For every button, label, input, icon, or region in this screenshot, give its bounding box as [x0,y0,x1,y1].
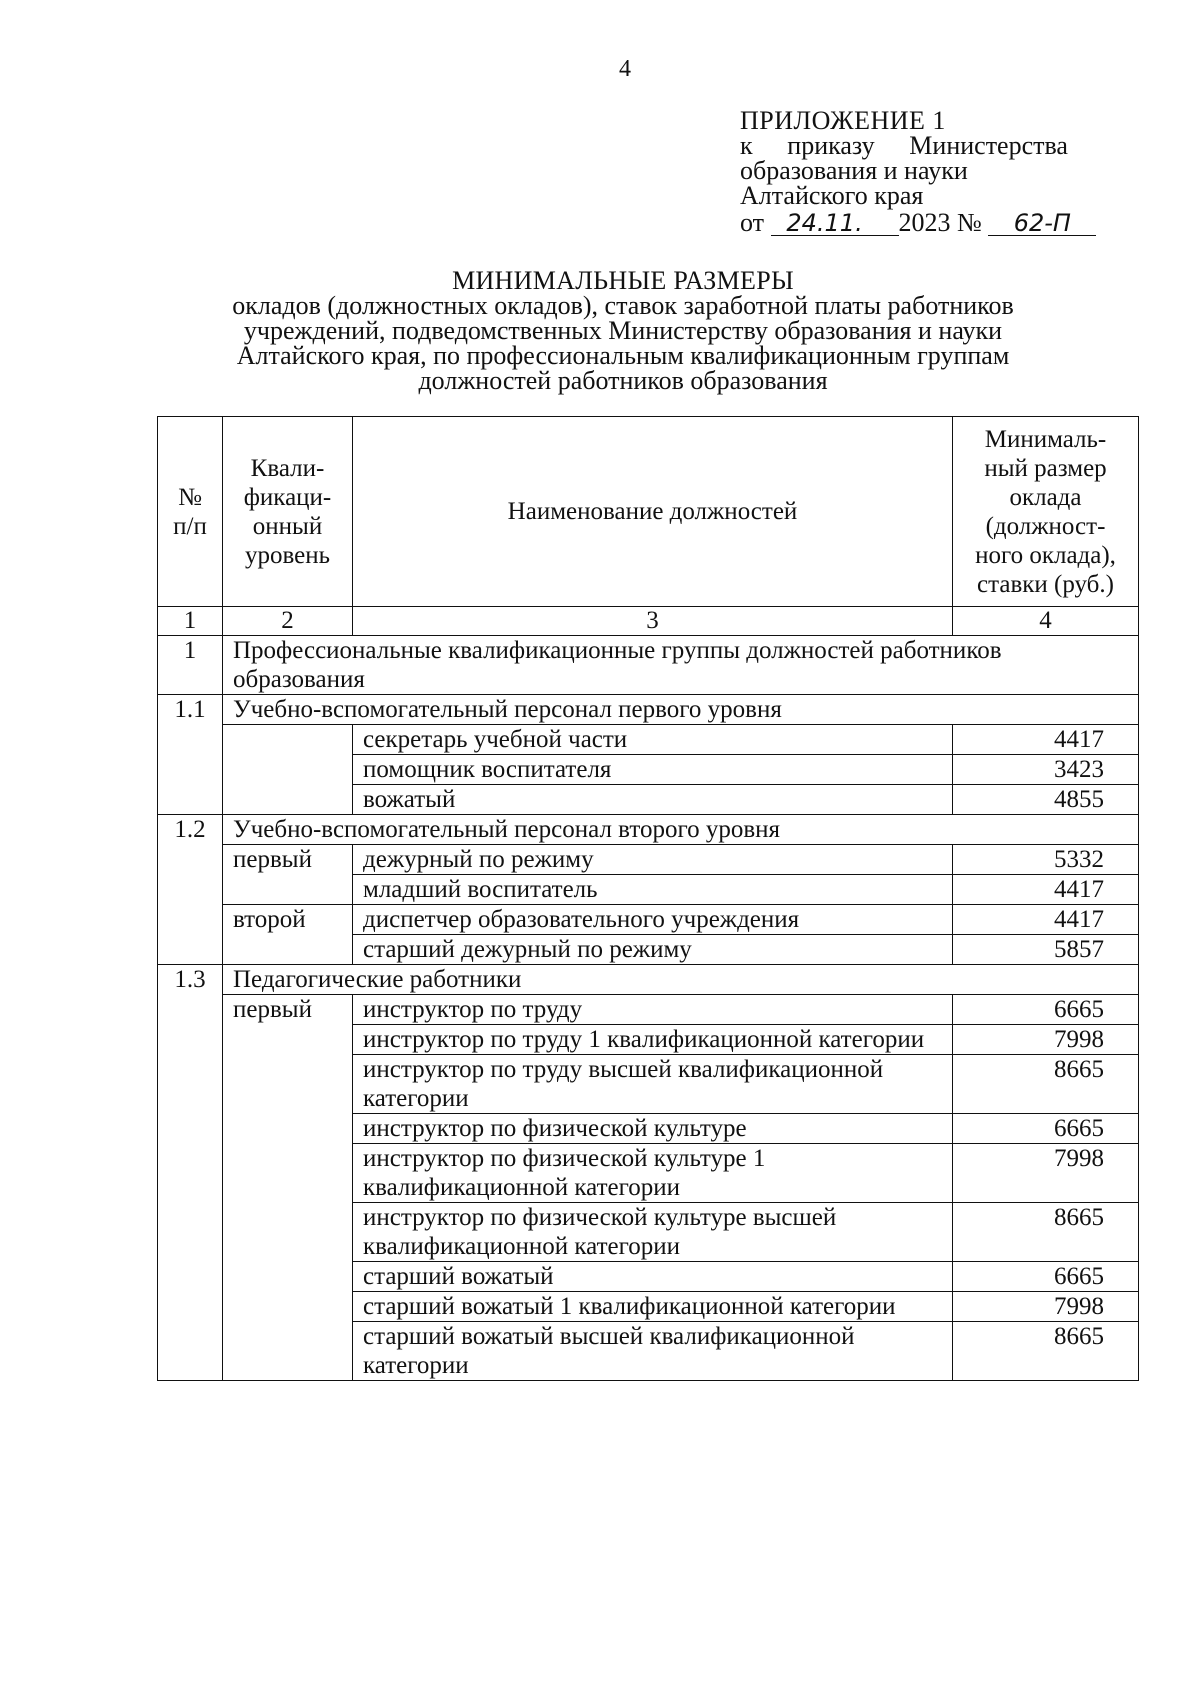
index-cell: 1 [158,607,223,636]
appendix-title: ПРИЛОЖЕНИЕ 1 [740,106,946,135]
index-cell: 4 [953,607,1139,636]
appendix-line-3: Алтайского края [740,181,924,210]
section-row [158,636,1139,695]
position-name: инструктор по труду высшей квалификационной категории [353,1055,953,1114]
salary-value: 6665 [953,1262,1139,1292]
appendix-to-order [740,133,1068,158]
table-row [158,875,1139,905]
title-line-3: Алтайского края, по профессиональным квалификационным группам [236,341,1010,370]
table-row [158,1292,1139,1322]
subsection-title: Учебно-вспомогательный персонал первого уровня [223,695,1139,725]
table-row [158,1144,1139,1203]
qualification-level: первый [223,845,353,875]
position-name: инструктор по физической культуре высшей квалификационной категории [353,1203,953,1262]
appendix-ministry-word: Министерства [909,131,1068,160]
appendix-order-word: приказу [787,131,875,160]
handwritten-order-number: 62-П [988,211,1096,236]
index-cell: 2 [223,607,353,636]
qualification-level: второй [223,905,353,935]
salary-value: 4417 [953,905,1139,935]
position-name: инструктор по труду 1 квалификационной категории [353,1025,953,1055]
qualification-level: первый [223,995,353,1025]
position-name: секретарь учебной части [353,725,953,755]
table-row [158,1203,1139,1262]
position-name: старший вожатый 1 квалификационной категории [353,1292,953,1322]
salary-value: 6665 [953,1114,1139,1144]
appendix-block [740,108,1096,236]
table-row [158,995,1139,1025]
salary-value: 5332 [953,845,1139,875]
subsection-row [158,815,1139,845]
appendix-to-word: к [740,131,753,160]
document-title [150,268,1096,393]
table-row [158,1322,1139,1381]
salary-table [157,416,1139,1381]
title-line-4: должностей работников образования [418,366,828,395]
subsection-title: Учебно-вспомогательный персонал второго уровня [223,815,1139,845]
handwritten-date: 24.11. [771,211,899,236]
table-row [158,935,1139,965]
salary-value: 8665 [953,1203,1139,1262]
position-name: диспетчер образовательного учреждения [353,905,953,935]
salary-value: 3423 [953,755,1139,785]
subsection-number: 1.2 [158,815,223,845]
position-name: инструктор по физической культуре 1 квалификационной категории [353,1144,953,1203]
salary-value: 5857 [953,935,1139,965]
salary-value: 4417 [953,875,1139,905]
salary-value: 8665 [953,1322,1139,1381]
subsection-number: 1.3 [158,965,223,995]
salary-value: 7998 [953,1144,1139,1203]
salary-value: 4855 [953,785,1139,815]
position-name: старший дежурный по режиму [353,935,953,965]
number-sign: № [957,208,982,237]
header-position: Наименование должностей [353,417,953,607]
salary-value: 6665 [953,995,1139,1025]
table-row [158,905,1139,935]
position-name: старший вожатый [353,1262,953,1292]
title-main: МИНИМАЛЬНЫЕ РАЗМЕРЫ [452,266,794,295]
position-name: помощник воспитателя [353,755,953,785]
position-name: дежурный по режиму [353,845,953,875]
salary-value: 4417 [953,725,1139,755]
column-index-row [158,607,1139,636]
appendix-line-2: образования и науки [740,156,968,185]
table-row [158,785,1139,815]
order-year: 2023 [898,208,951,237]
section-title: Профессиональные квалификационные группы должностей работников образования [223,636,1139,695]
subsection-number: 1.1 [158,695,223,725]
page-number: 4 [619,56,631,82]
title-line-1: окладов (должностных окладов), ставок заработной платы работников [232,291,1014,320]
table-header-row [158,417,1139,607]
section-number: 1 [158,636,223,695]
table-row [158,1025,1139,1055]
header-level: Квали-фикаци-онный уровень [223,417,353,607]
position-name: вожатый [353,785,953,815]
salary-value: 7998 [953,1025,1139,1055]
header-number: № п/п [158,417,223,607]
position-name: инструктор по труду [353,995,953,1025]
table-row [158,1114,1139,1144]
table-row [158,1262,1139,1292]
subsection-row [158,965,1139,995]
header-min-salary: Минималь-ный размер оклада (должност-ного оклада), ставки (руб.) [953,417,1139,607]
position-name: младший воспитатель [353,875,953,905]
table-row [158,1055,1139,1114]
subsection-row [158,695,1139,725]
position-name: инструктор по физической культуре [353,1114,953,1144]
date-prefix: от [740,208,765,237]
index-cell: 3 [353,607,953,636]
title-line-2: учреждений, подведомственных Министерству образования и науки [243,316,1003,345]
table-row [158,725,1139,755]
salary-value: 7998 [953,1292,1139,1322]
appendix-date-row [740,210,1096,236]
table-row [158,755,1139,785]
salary-value: 8665 [953,1055,1139,1114]
subsection-title: Педагогические работники [223,965,1139,995]
position-name: старший вожатый высшей квалификационной категории [353,1322,953,1381]
table-row [158,845,1139,875]
